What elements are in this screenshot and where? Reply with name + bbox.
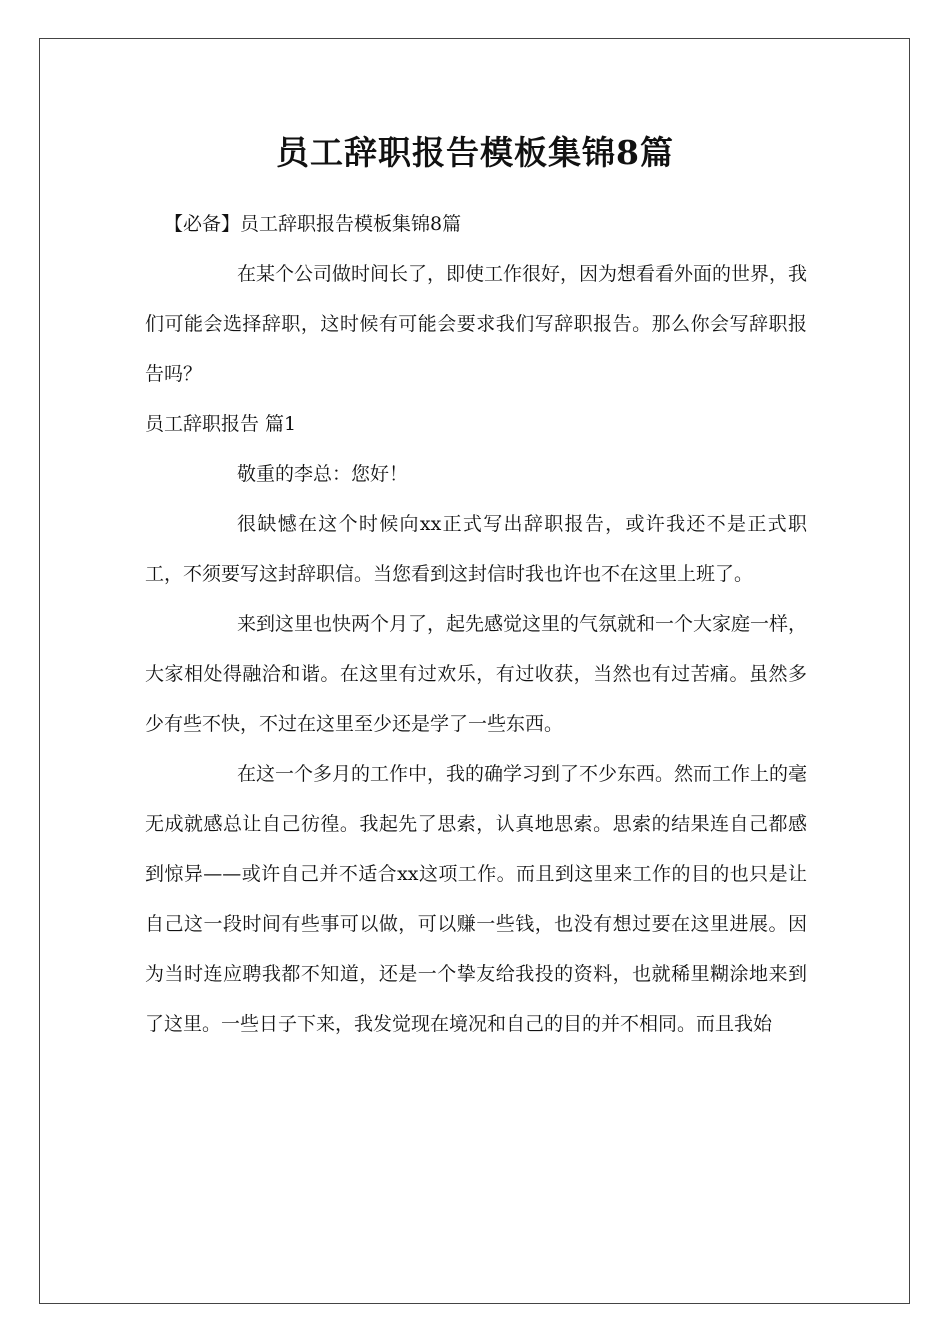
body-paragraph: 来到这里也快两个月了，起先感觉这里的气氛就和一个大家庭一样，大家相处得融洽和谐。在这里有过欢乐，有过收获，当然也有过苦痛。虽然多少有些不快，不过在这里至少还是学了一些东西。 (145, 613, 808, 735)
document-subtitle: 【必备】员工辞职报告模板集锦8篇 (164, 213, 462, 235)
section-heading: 员工辞职报告 篇1 (145, 413, 297, 435)
intro-paragraph: 在某个公司做时间长了，即使工作很好，因为想看看外面的世界，我们可能会选择辞职，这时候有可能会要求我们写辞职报告。那么你会写辞职报告吗？ (145, 263, 808, 385)
document-body (145, 199, 807, 1049)
body-paragraph: 在这一个多月的工作中，我的确学习到了不少东西。然而工作上的毫无成就感总让自己彷徨。我起先了思索，认真地思索。思索的结果连自己都感到惊异——或许自己并不适合xx这项工作。而且到这里来工作的目的也只是让自己这一段时间有些事可以做，可以赚一些钱，也没有想过要在这里进展。因为当时连应聘我都不知道，还是一个挚友给我投的资料，也就稀里糊涂地来到了这里。一些日子下来，我发觉现在境况和自己的目的并不相同。而且我始 (145, 763, 808, 1035)
document-title: 员工辞职报告模板集锦8篇 (276, 133, 674, 172)
body-paragraph: 很缺憾在这个时候向xx正式写出辞职报告，或许我还不是正式职工，不须要写这封辞职信。当您看到这封信时我也许也不在这里上班了。 (145, 513, 807, 585)
salutation: 敬重的李总：您好！ (237, 463, 409, 485)
